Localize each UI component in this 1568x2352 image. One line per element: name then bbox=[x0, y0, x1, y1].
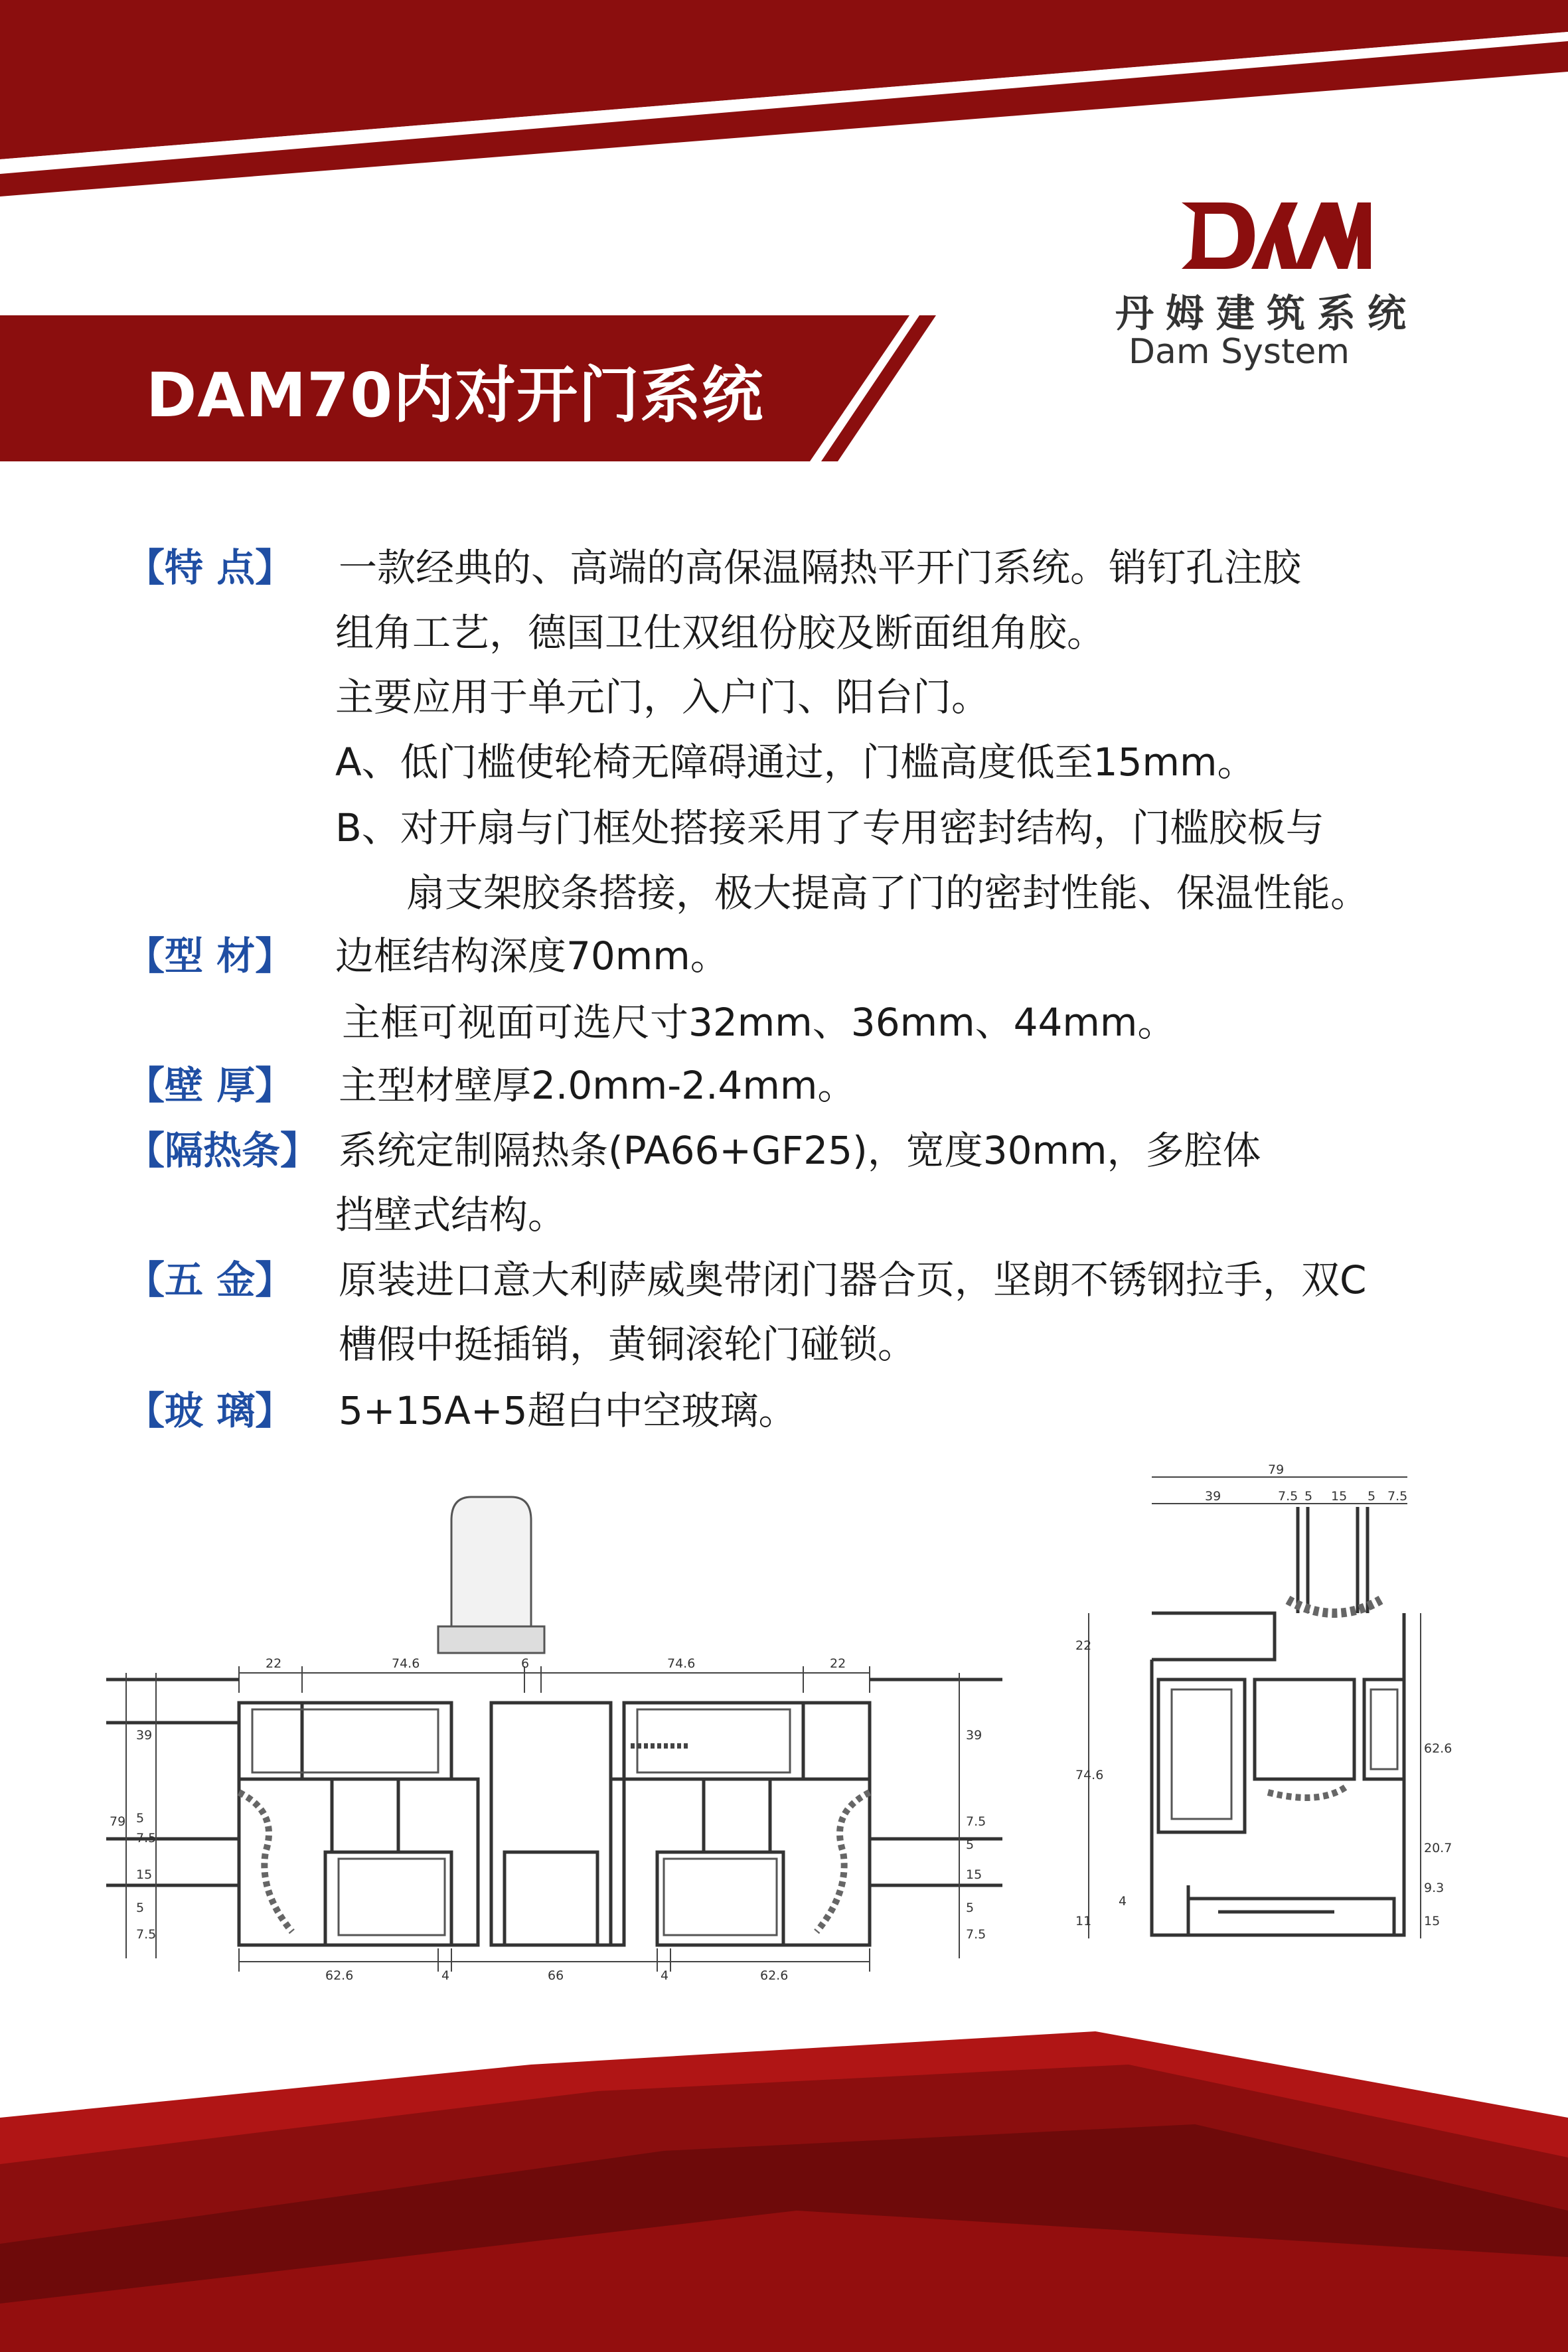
brand-name-cn: 丹姆建筑系统 bbox=[1115, 291, 1419, 336]
dim-label: 20.7 bbox=[1424, 1841, 1452, 1855]
section-drawing-horizontal bbox=[106, 1480, 1002, 1985]
dim-label: 22 bbox=[266, 1656, 282, 1671]
dim-label: 22 bbox=[1075, 1638, 1092, 1653]
dim-label: 9.3 bbox=[1424, 1881, 1445, 1895]
dim-label: 4 bbox=[661, 1968, 669, 1983]
dim-label: 7.5 bbox=[966, 1927, 986, 1942]
dim-label: 15 bbox=[1424, 1914, 1441, 1928]
spec-line: 主要应用于单元门，入户门、阳台门。 bbox=[335, 674, 990, 720]
dim-label: 5 bbox=[966, 1901, 975, 1915]
dim-label: 39 bbox=[966, 1728, 982, 1743]
spec-line: 扇支架胶条搭接，极大提高了门的密封性能、保温性能。 bbox=[406, 870, 1370, 915]
page-title: DAM70内对开门系统 bbox=[146, 360, 764, 431]
section-drawing-vertical bbox=[1069, 1460, 1452, 1965]
dim-label: 7.5 bbox=[1387, 1489, 1408, 1504]
dim-label: 7.5 bbox=[136, 1927, 157, 1942]
dim-label: 62.6 bbox=[760, 1968, 789, 1983]
spec-line: 主型材壁厚2.0mm-2.4mm。 bbox=[339, 1063, 856, 1108]
spec-label: 型 材 bbox=[165, 933, 256, 979]
dim-label: 7.5 bbox=[1278, 1489, 1298, 1504]
spec-line: 边框结构深度70mm。 bbox=[335, 933, 729, 979]
dim-label: 74.6 bbox=[392, 1656, 420, 1671]
spec-profile: 【型 材】 bbox=[126, 933, 294, 979]
spec-line: 一款经典的、高端的高保温隔热平开门系统。销钉孔注胶 bbox=[339, 545, 1302, 590]
handle-shape bbox=[451, 1497, 531, 1636]
spec-label: 隔热条 bbox=[165, 1128, 281, 1173]
dim-label: 5 bbox=[1368, 1489, 1376, 1504]
dim-label: 5 bbox=[136, 1901, 145, 1915]
spec-label: 壁 厚 bbox=[165, 1063, 256, 1108]
spec-wall: 【壁 厚】 bbox=[126, 1063, 294, 1108]
dim-label: 6 bbox=[521, 1656, 530, 1671]
dim-label: 39 bbox=[1205, 1489, 1221, 1504]
spec-label: 五 金 bbox=[165, 1257, 256, 1302]
dim-label: 5 bbox=[1304, 1489, 1313, 1504]
spec-label: 玻 璃 bbox=[165, 1388, 256, 1433]
dim-label: 4 bbox=[1119, 1894, 1127, 1909]
spec-label: 特 点 bbox=[165, 545, 256, 590]
brand-name-en: Dam System bbox=[1129, 332, 1350, 372]
brand-logo bbox=[1175, 199, 1374, 272]
spec-line: 组角工艺，德国卫仕双组份胶及断面组角胶。 bbox=[335, 610, 1106, 655]
spec-line: B、对开扇与门框处搭接采用了专用密封结构，门槛胶板与 bbox=[335, 805, 1324, 850]
spec-line: 原装进口意大利萨威奥带闭门器合页，坚朗不锈钢拉手，双C bbox=[339, 1257, 1367, 1302]
dim-label: 74.6 bbox=[1075, 1768, 1104, 1782]
spec-features: 【特 点】 bbox=[126, 545, 294, 590]
spec-hardware: 【五 金】 bbox=[126, 1257, 294, 1302]
dim-label: 11 bbox=[1075, 1914, 1092, 1928]
dim-label: 66 bbox=[548, 1968, 564, 1983]
spec-strip: 【隔热条】 bbox=[126, 1128, 319, 1173]
dim-label: 22 bbox=[830, 1656, 846, 1671]
spec-line: 5+15A+5超白中空玻璃。 bbox=[339, 1388, 797, 1433]
dim-label: 62.6 bbox=[325, 1968, 354, 1983]
dim-label: 62.6 bbox=[1424, 1741, 1452, 1756]
spec-glass: 【玻 璃】 bbox=[126, 1388, 294, 1433]
dim-label: 39 bbox=[136, 1728, 153, 1743]
spec-line: 槽假中挺插销，黄铜滚轮门碰锁。 bbox=[339, 1322, 917, 1367]
dim-label: 7.5 bbox=[136, 1831, 157, 1845]
dim-label: 5 bbox=[966, 1838, 975, 1852]
spec-line: A、低门槛使轮椅无障碍通过，门槛高度低至15mm。 bbox=[335, 740, 1256, 785]
dim-label: 15 bbox=[1331, 1489, 1348, 1504]
dim-label: 79 bbox=[1268, 1462, 1285, 1477]
spec-line: 系统定制隔热条(PA66+GF25)，宽度30mm，多腔体 bbox=[339, 1128, 1261, 1173]
dim-label: 15 bbox=[966, 1867, 982, 1882]
dim-label: 5 bbox=[136, 1811, 145, 1826]
dim-label: 15 bbox=[136, 1867, 153, 1882]
dim-label: 4 bbox=[441, 1968, 450, 1983]
spec-line: 主框可视面可选尺寸32mm、36mm、44mm。 bbox=[342, 1000, 1176, 1045]
dim-label: 7.5 bbox=[966, 1814, 986, 1829]
spec-line: 挡壁式结构。 bbox=[335, 1192, 567, 1237]
dim-label: 79 bbox=[110, 1814, 126, 1829]
dim-label: 74.6 bbox=[667, 1656, 696, 1671]
